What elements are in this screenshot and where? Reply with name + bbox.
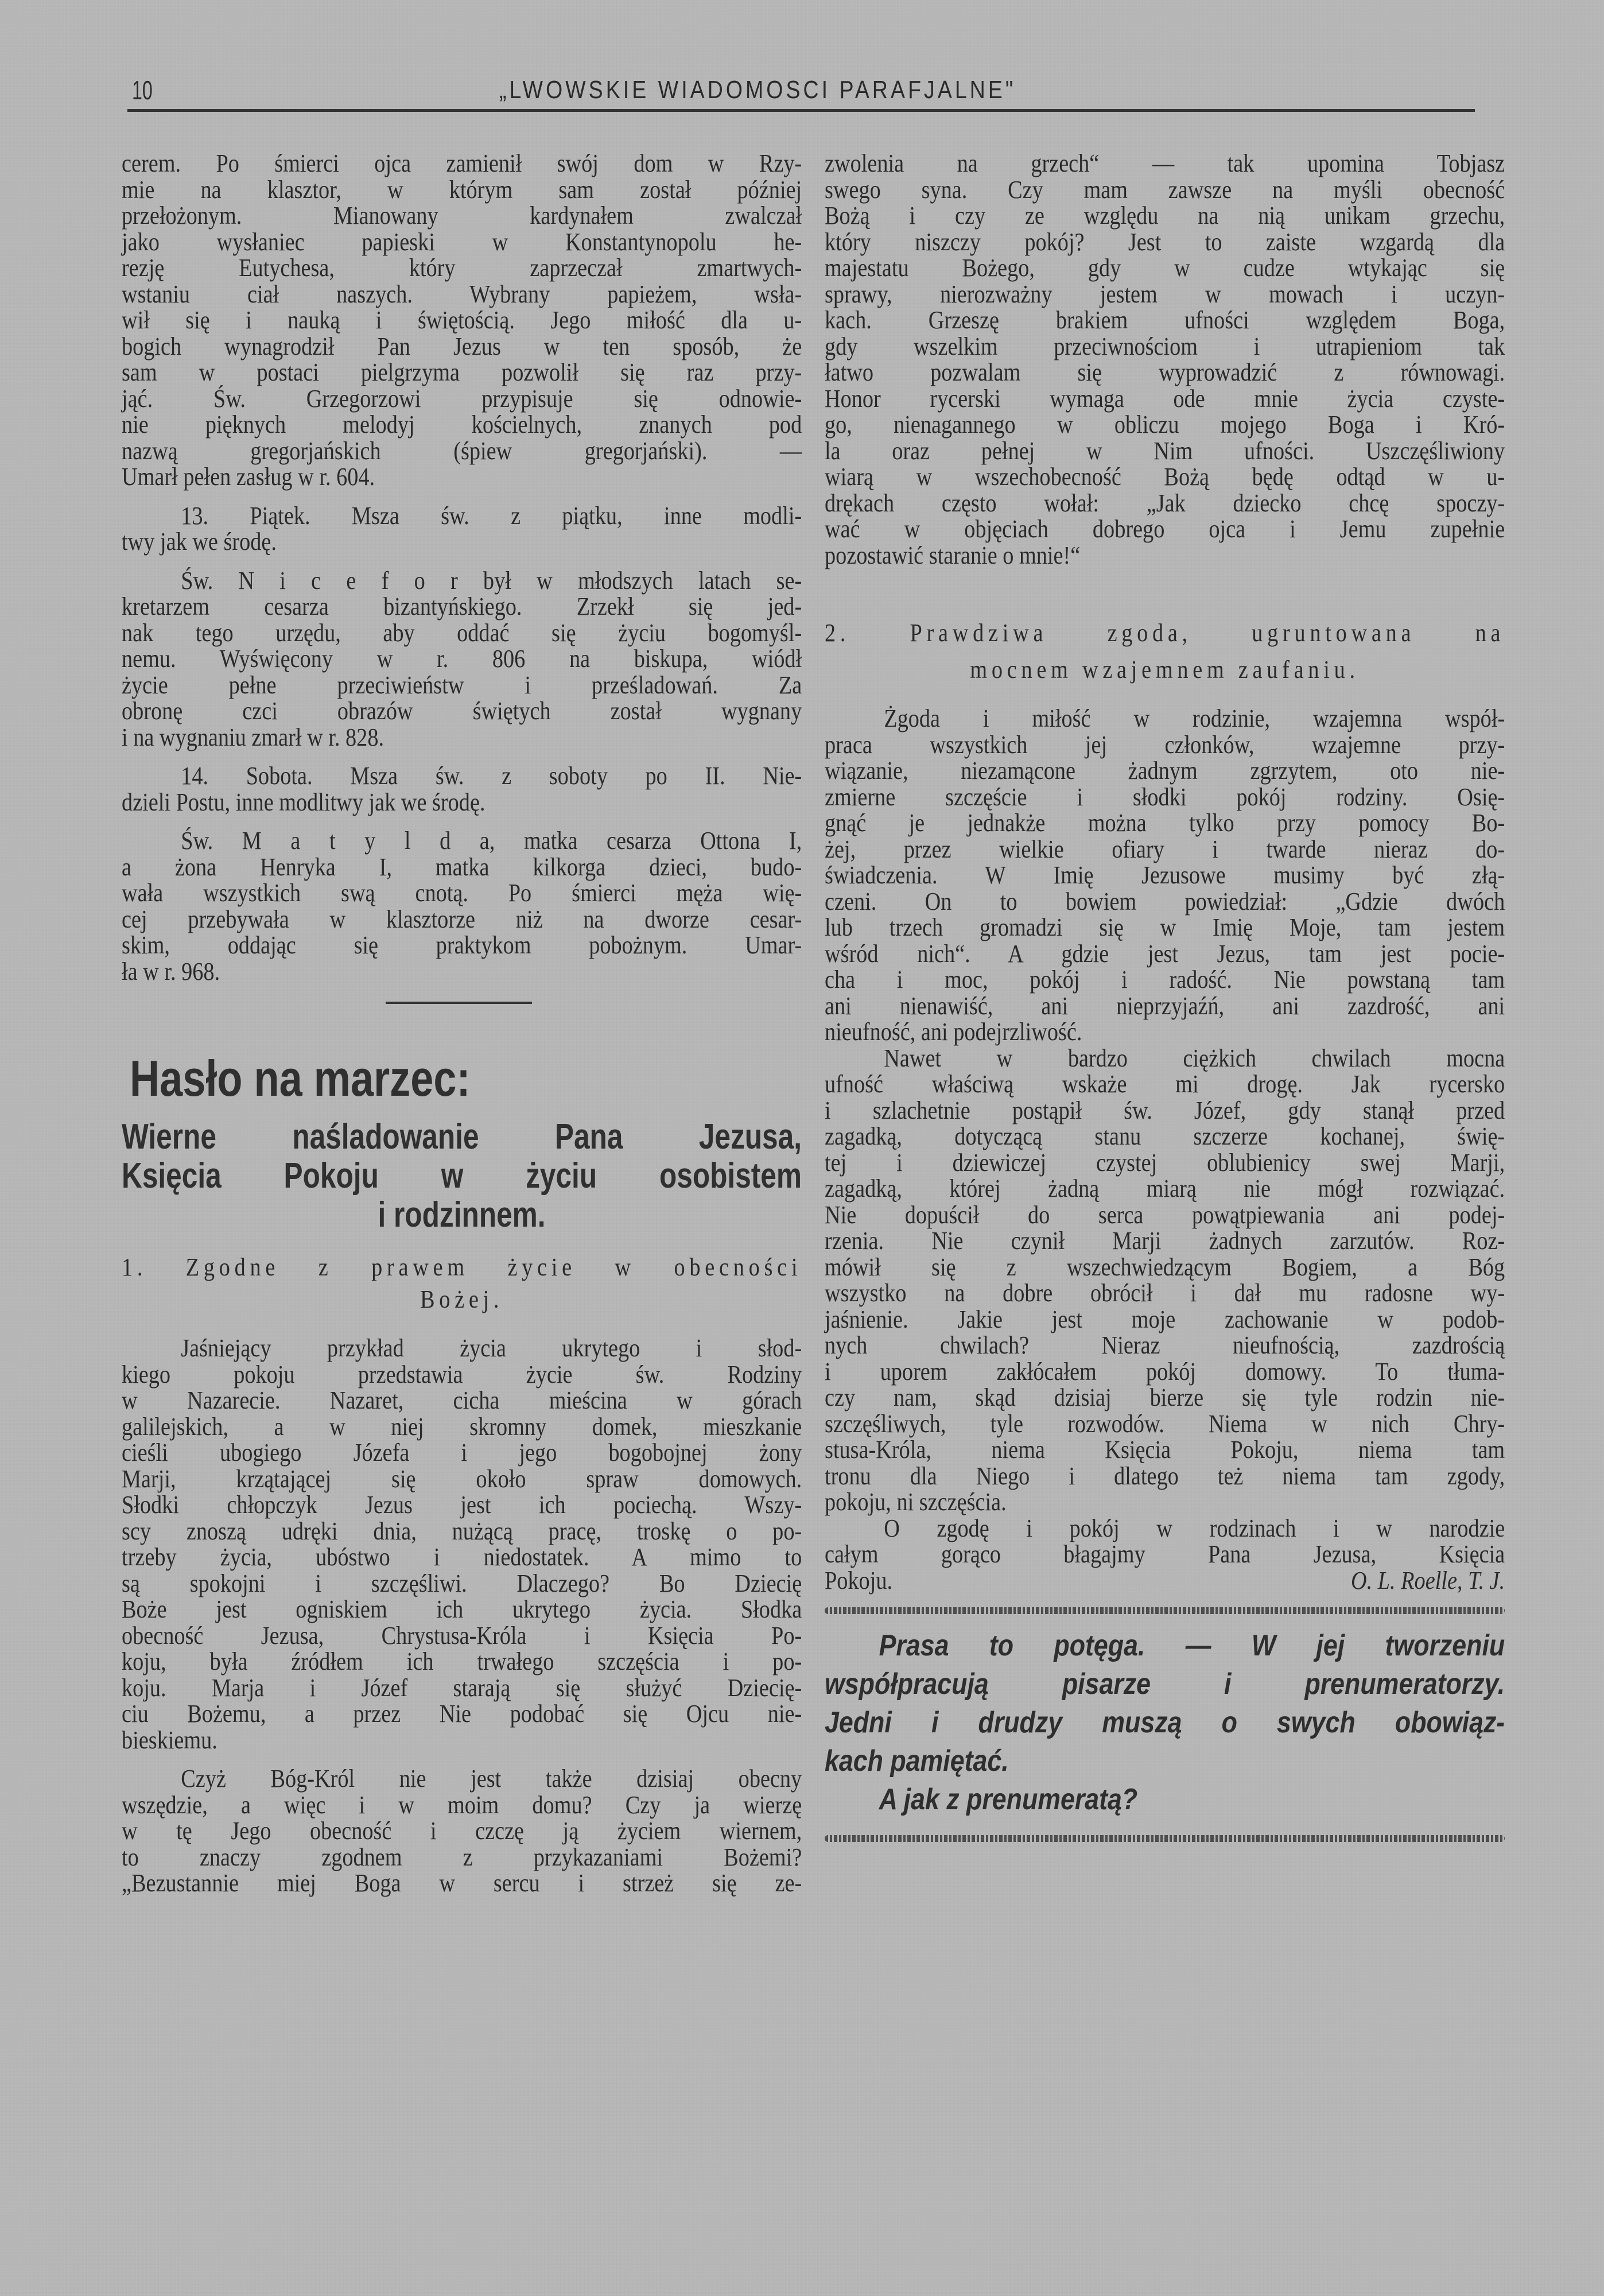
text-line: sam w postaci pielgrzyma pozwolił się raz przy- xyxy=(122,358,802,386)
text-line: świadczenia. W Imię Jezusowe musimy być złą- xyxy=(825,860,1505,889)
notice-line: kach pamiętać. xyxy=(825,1744,1009,1778)
section-1-heading xyxy=(122,1254,802,1312)
text-line xyxy=(825,1565,1505,1595)
text-line: ufność właściwą wskaże mi drogę. Jak rycersko xyxy=(825,1069,1505,1098)
text-line: cieśli ubogiego Józefa i jego bogobojnej żony xyxy=(122,1438,802,1467)
entry-day-14 xyxy=(122,763,802,815)
text-line: cha i moc, pokój i radość. Nie powstaną tam xyxy=(825,965,1505,994)
text-line: całym gorąco błagajmy Pana Jezusa, Księcia xyxy=(825,1539,1505,1568)
text-line: stusa-Króla, niema Księcia Pokoju, niema tam xyxy=(825,1435,1505,1464)
text-line: Marji, krzątającej się około spraw domowych. xyxy=(122,1464,802,1493)
text-line: żej, przez wielkie ofiary i twarde nieraz do- xyxy=(825,834,1505,863)
text-line: Św. N i c e f o r był w młodszych latach se- xyxy=(181,565,802,595)
text-line: skim, oddając się praktykom pobożnym. Umar- xyxy=(122,930,802,959)
text-line: twy jak we środę. xyxy=(122,527,277,556)
text-line: bogich wynagrodził Pan Jezus w ten sposób, że xyxy=(122,331,802,360)
section-heading-line: 1. Zgodne z prawem życie w obecności xyxy=(122,1252,802,1281)
header-rule xyxy=(127,109,1475,112)
text-line: gnąć je jednakże można tylko przy pomocy Bo- xyxy=(825,808,1505,837)
text-line: O zgodę i pokój w rodzinach i w narodzie xyxy=(884,1513,1505,1542)
text-line: zagadką, której żadną miarą nie mógł rozwiązać. xyxy=(825,1174,1505,1203)
text-line: Słodki chłopczyk Jezus jest ich pociechą. Wszy- xyxy=(122,1490,802,1519)
text-line: 14. Sobota. Msza św. z soboty po II. Nie- xyxy=(181,761,802,790)
text-line: zwolenia na grzech“ — tak upomina Tobjasz xyxy=(825,149,1505,177)
text-line: nieufność, ani podejrzliwość. xyxy=(825,1017,1082,1046)
text-line: gdy wszelkim przeciwnościom i utrapieniom tak xyxy=(825,331,1505,360)
paragraph-matylda xyxy=(122,828,802,984)
text-line: galilejskich, a w niej skromny domek, mieszkanie xyxy=(122,1411,802,1441)
text-line: kretarzem cesarza bizantyńskiego. Zrzekł się jed- xyxy=(122,592,802,620)
text-line: który niszczy pokój? Jest to zaiste wzgardą dla xyxy=(825,227,1505,256)
text-line: wała wszystkich swą cnotą. Po śmierci męża wię- xyxy=(122,878,802,907)
text-line: i na wygnaniu zmarł w r. 828. xyxy=(122,722,385,751)
text-line: Honor rycerski wymaga ode mnie życia czyste- xyxy=(825,383,1505,413)
paragraph-closing xyxy=(825,1515,1505,1594)
text-line: cej przebywała w klasztorze niż na dworze cesar- xyxy=(122,904,802,933)
section-divider xyxy=(386,1002,532,1004)
text-line: cerem. Po śmierci ojca zamienił swój dom w Rzy- xyxy=(122,149,802,177)
section-2-heading xyxy=(825,620,1505,682)
text-line: są spokojni i szczęśliwi. Dlaczego? Bo Dziecię xyxy=(122,1568,802,1597)
text-line: Czyż Bóg-Król nie jest także dzisiaj obecny xyxy=(181,1764,802,1793)
text-line: tej i dziewiczej czystej oblubienicy swej Marji, xyxy=(825,1147,1505,1177)
notice-line: współpracują pisarze i prenumeratorzy. xyxy=(825,1667,1505,1701)
text-line: nazwą gregorjańskich (śpiew gregorjański). — xyxy=(122,436,802,465)
section-heading-line: 2. Prawdziwa zgoda, ugruntowana na xyxy=(825,618,1505,647)
text-line: w Nazarecie. Nazaret, cicha mieścina w górach xyxy=(122,1386,802,1414)
paragraph-continued xyxy=(825,150,1505,568)
article-title: Hasło na marzec: xyxy=(130,1050,471,1107)
text-line: pozostawić staranie o mnie!“ xyxy=(825,540,1081,569)
text-line: sprawy, nierozważny jestem w mowach i uczyn- xyxy=(825,279,1505,308)
text-line: nych chwilach? Nieraz nieufnością, zazdrością xyxy=(825,1331,1505,1359)
text-line: zagadką, dotyczącą stanu szczerze kochanej, świę- xyxy=(825,1122,1505,1150)
text-line: 13. Piątek. Msza św. z piątku, inne modli- xyxy=(181,501,802,530)
text-line: drękach często wołał: „Jak dziecko chcę spoczy- xyxy=(825,488,1505,517)
text-line: tronu dla Niego i dlatego też niema tam zgody, xyxy=(825,1461,1505,1490)
text-line: i uporem zakłócałem pokój domowy. To tłuma- xyxy=(825,1356,1505,1386)
subtitle-line: Księcia Pokoju w życiu osobistem xyxy=(122,1156,802,1196)
text-line: wił się i nauką i świętością. Jego miłość dla u- xyxy=(122,305,802,334)
text-line: nak tego urzędu, aby oddać się życiu bogomyśl- xyxy=(122,618,802,647)
journal-title: „LWOWSKIE WIADOMOSCI PARAFJALNE" xyxy=(499,76,1016,104)
text-line: la oraz pełnej w Nim ufności. Uszczęśliwiony xyxy=(825,436,1505,465)
text-line: ani nienawiść, ani nieprzyjaźń, ani zazdrość, ani xyxy=(825,991,1505,1020)
text-line: wiązanie, niezamącone żadnym zgrzytem, oto nie- xyxy=(825,756,1505,785)
text-line: obecność Jezusa, Chrystusa-Króla i Księcia Po- xyxy=(122,1620,802,1650)
ornamental-divider xyxy=(825,1607,1505,1614)
text-line: obronę czci obrazów świętych został wygnany xyxy=(122,696,802,725)
paragraph-zgoda xyxy=(825,705,1505,1045)
text-line: wszędzie, a więc i w moim domu? Czy ja wierzę xyxy=(122,1790,802,1819)
text-line: wstaniu ciał naszych. Wybrany papieżem, wsła- xyxy=(122,279,802,308)
paragraph-czyz xyxy=(122,1766,802,1896)
section-heading-line: Bożej. xyxy=(420,1284,504,1313)
text-line: scy znoszą udręki dnia, nużącą pracę, troskę o po- xyxy=(122,1516,802,1545)
text-line: Bożą i czy ze względu na nią unikam grzechu, xyxy=(825,201,1505,230)
text-line: czy nam, skąd dzisiaj bierze się tyle rodzin nie- xyxy=(825,1383,1505,1411)
paragraph-nawet xyxy=(825,1045,1505,1515)
text-line-content: Pokoju. xyxy=(825,1565,893,1595)
text-line: mie na klasztor, w którym sam został później xyxy=(122,174,802,204)
text-line: jako wysłaniec papieski w Konstantynopolu he- xyxy=(122,227,802,256)
text-line: rzenia. Nie czynił Marji żadnych zarzutów. Roz- xyxy=(825,1226,1505,1255)
text-line: praca wszystkich jej członków, wzajemne przy- xyxy=(825,730,1505,759)
article-subtitle xyxy=(122,1118,802,1235)
text-line: wszystko na dobre obrócił i dał mu radosne wy- xyxy=(825,1278,1505,1307)
text-line: jaśnienie. Jakie jest moje zachowanie w podob- xyxy=(825,1304,1505,1333)
text-line: Żgoda i miłość w rodzinie, wzajemna współ- xyxy=(884,704,1505,732)
text-line: przełożonym. Mianowany kardynałem zwalczał xyxy=(122,201,802,230)
text-line: Boże jest ogniskiem ich ukrytego życia. Słodka xyxy=(122,1595,802,1623)
text-line: wiarą w wszechobecność Bożą będę odtąd w u- xyxy=(825,462,1505,491)
text-line: ła w r. 968. xyxy=(122,956,220,986)
text-line: łatwo pozwalam się wyprowadzić z równowagi. xyxy=(825,358,1505,386)
page-number: 10 xyxy=(132,75,153,105)
paragraph-grzegorz xyxy=(122,150,802,490)
ornamental-divider xyxy=(825,1835,1505,1842)
text-line: swego syna. Czy mam zawsze na myśli obecność xyxy=(825,174,1505,204)
text-line: życie pełne przeciwieństw i prześladowań. Za xyxy=(122,670,802,699)
text-line: go, nienagannego w obliczu mojego Boga i Kró- xyxy=(825,410,1505,439)
text-line: jąć. Św. Grzegorzowi przypisuje się odnowie- xyxy=(122,383,802,413)
text-line: i szlachetnie postąpił św. Józef, gdy stanął przed xyxy=(825,1095,1505,1124)
author-signature: O. L. Roelle, T. J. xyxy=(1350,1565,1505,1595)
text-line: wać w objęciach dobrego ojca i Jemu zupełnie xyxy=(825,514,1505,543)
text-line: lub trzech gromadzi się w Imię Moje, tam jestem xyxy=(825,913,1505,941)
text-line: czeni. On to bowiem powiedział: „Gdzie dwóch xyxy=(825,886,1505,916)
subtitle-line: Wierne naśladowanie Pana Jezusa, xyxy=(122,1117,802,1157)
text-line: dzieli Postu, inne modlitwy jak we środę. xyxy=(122,787,486,816)
text-line: nie pięknych melodyj kościelnych, znanych pod xyxy=(122,410,802,439)
text-line: w tę Jego obecność i czczę ją życiem wiernem, xyxy=(122,1816,802,1845)
section-heading-line: mocnem wzajemnem zaufaniu. xyxy=(970,654,1360,684)
right-column xyxy=(825,150,1505,1855)
text-line: szczęśliwych, tyle rozwodów. Niema w nich Chry- xyxy=(825,1409,1505,1438)
text-line: Nie dopuścił do serca powątpiewania ani podej- xyxy=(825,1200,1505,1229)
text-line: ciu Bożemu, a przez Nie podobać się Ojcu nie- xyxy=(122,1699,802,1728)
notice-line: Jedni i drudzy muszą o swych obowiąz- xyxy=(825,1706,1505,1739)
text-line: to znaczy zgodnem z przykazaniami Bożemi? xyxy=(122,1842,802,1871)
text-line: pokoju, ni szczęścia. xyxy=(825,1487,1007,1516)
entry-day-13 xyxy=(122,503,802,555)
paragraph-nicefor xyxy=(122,565,802,751)
text-line: mówił się z wszechwiedzącym Bogiem, a Bóg xyxy=(825,1252,1505,1281)
text-line: koju, była źródłem ich trwałego szczęścia i po- xyxy=(122,1647,802,1676)
text-line: Nawet w bardzo ciężkich chwilach mocna xyxy=(884,1043,1505,1072)
notice-line: Prasa to potęga. — W jej tworzeniu xyxy=(879,1629,1505,1662)
text-line: wśród nich“. A gdzie jest Jezus, tam jest pocie- xyxy=(825,938,1505,968)
text-line: rezję Eutychesa, który zaprzeczał zmartwych- xyxy=(122,253,802,282)
text-line: Jaśniejący przykład życia ukrytego i słod- xyxy=(181,1333,802,1362)
subscription-notice xyxy=(825,1627,1505,1819)
left-column xyxy=(122,150,802,1896)
notice-line: A jak z prenumeratą? xyxy=(879,1783,1138,1816)
text-line: bieskiemu. xyxy=(122,1725,218,1754)
text-line: koju. Marja i Józef starają się służyć Dziecię- xyxy=(122,1673,802,1702)
text-line: trzeby życia, ubóstwo i niedostatek. A mimo to xyxy=(122,1542,802,1571)
paragraph-nazaret xyxy=(122,1335,802,1753)
subtitle-line: i rodzinnem. xyxy=(378,1195,546,1235)
text-line: „Bezustannie miej Boga w sercu i strzeż się ze- xyxy=(122,1868,802,1897)
text-line: zmierne szczęście i słodki pokój rodziny. Osię- xyxy=(825,782,1505,811)
text-line: kiego pokoju przedstawia życie św. Rodziny xyxy=(122,1359,802,1389)
text-line: Umarł pełen zasług w r. 604. xyxy=(122,462,375,491)
text-line: Św. M a t y l d a, matka cesarza Ottona I, xyxy=(181,826,802,855)
text-line: nemu. Wyświęcony w r. 806 na biskupa, wiódł xyxy=(122,644,802,673)
text-line: kach. Grzeszę brakiem ufności względem Boga, xyxy=(825,305,1505,334)
text-line: a żona Henryka I, matka kilkorga dzieci, budo- xyxy=(122,852,802,881)
text-line: majestatu Bożego, gdy w cudze wtykając się xyxy=(825,253,1505,282)
